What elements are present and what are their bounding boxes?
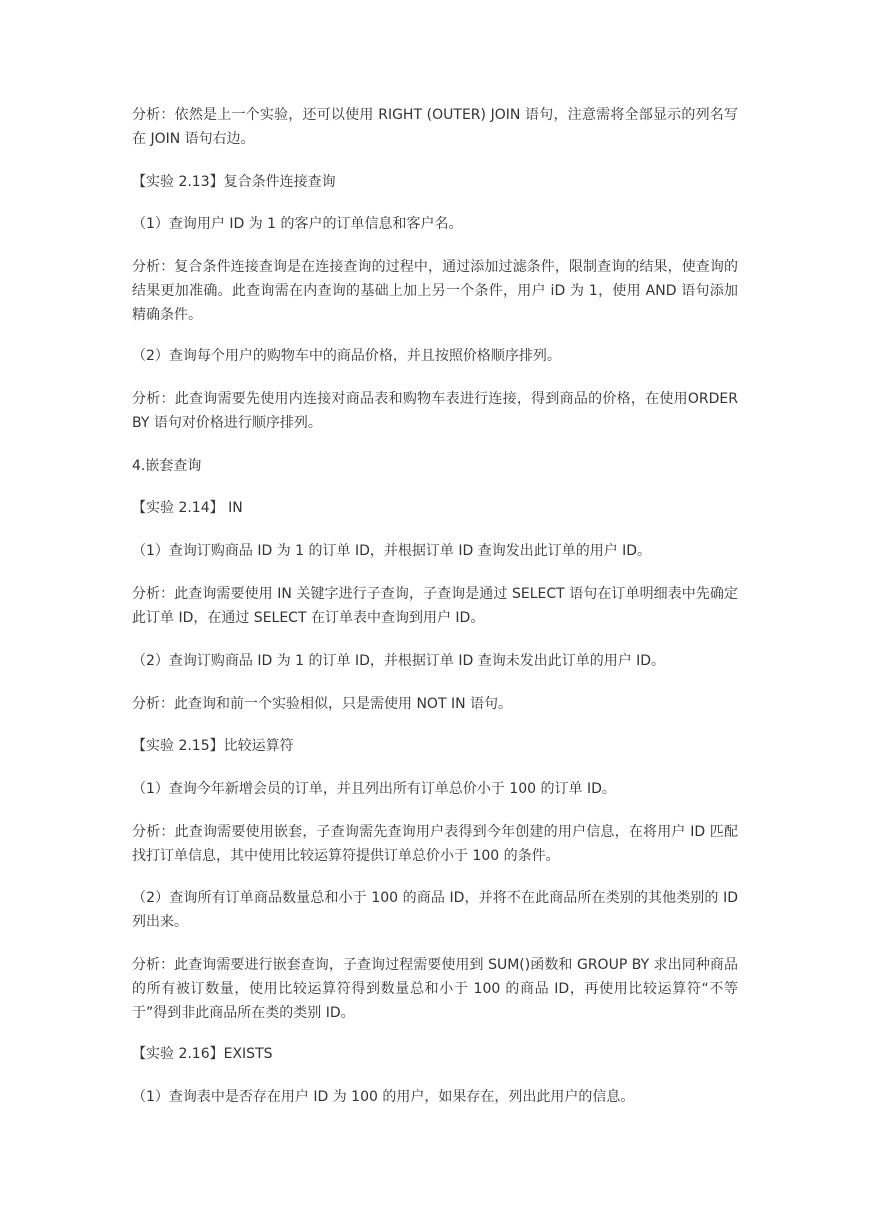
question-paragraph: （2）查询每个用户的购物车中的商品价格，并且按照价格顺序排列。 [132,348,561,364]
analysis-paragraph: 分析：此查询需要先使用内连接对商品表和购物车表进行连接，得到商品的价格，在使用ORDER BY 语句对价格进行顺序排列。 [132,391,738,431]
experiment-heading: 【实验 2.14】 IN [132,500,243,516]
question-paragraph: （1）查询用户 ID 为 1 的客户的订单信息和客户名。 [132,216,463,232]
question-paragraph: （1）查询今年新增会员的订单，并且列出所有订单总价小于 100 的订单 ID。 [132,781,616,797]
section-heading: 4.嵌套查询 [132,458,202,474]
experiment-heading: 【实验 2.16】EXISTS [132,1046,273,1062]
experiment-heading: 【实验 2.13】复合条件连接查询 [132,174,336,190]
experiment-heading: 【实验 2.15】比较运算符 [132,738,294,754]
analysis-paragraph: 分析：复合条件连接查询是在连接查询的过程中，通过添加过滤条件，限制查询的结果，使查询的结果更加准确。此查询需在内查询的基础上加上另一个条件，用户 iD 为 1，使用 AND 语句添加精确条件。 [132,259,738,323]
question-paragraph: （1）查询表中是否存在用户 ID 为 100 的用户，如果存在，列出此用户的信息。 [132,1089,635,1105]
question-paragraph: （2）查询所有订单商品数量总和小于 100 的商品 ID，并将不在此商品所在类别的其他类别的 ID 列出来。 [132,890,738,930]
question-paragraph: （1）查询订购商品 ID 为 1 的订单 ID，并根据订单 ID 查询发出此订单的用户 ID。 [132,543,652,559]
analysis-paragraph: 分析：此查询需要进行嵌套查询，子查询过程需要使用到 SUM()函数和 GROUP BY 求出同种商品的所有被订数量，使用比较运算符得到数量总和小于 100 的商品 ID，再使用比较运算符“不等于”得到非此商品所在类的类别 ID。 [132,957,738,1021]
analysis-paragraph: 分析：此查询需要使用嵌套，子查询需先查询用户表得到今年创建的用户信息，在将用户 ID 匹配找打订单信息，其中使用比较运算符提供订单总价小于 100 的条件。 [132,824,738,864]
question-paragraph: （2）查询订购商品 ID 为 1 的订单 ID，并根据订单 ID 查询未发出此订单的用户 ID。 [132,653,666,669]
analysis-paragraph: 分析：依然是上一个实验，还可以使用 RIGHT (OUTER) JOIN 语句，注意需将全部显示的列名写在 JOIN 语句右边。 [132,107,738,147]
analysis-paragraph: 分析：此查询需要使用 IN 关键字进行子查询，子查询是通过 SELECT 语句在订单明细表中先确定此订单 ID，在通过 SELECT 在订单表中查询到用户 ID。 [132,586,738,626]
analysis-paragraph: 分析：此查询和前一个实验相似，只是需使用 NOT IN 语句。 [132,696,512,712]
